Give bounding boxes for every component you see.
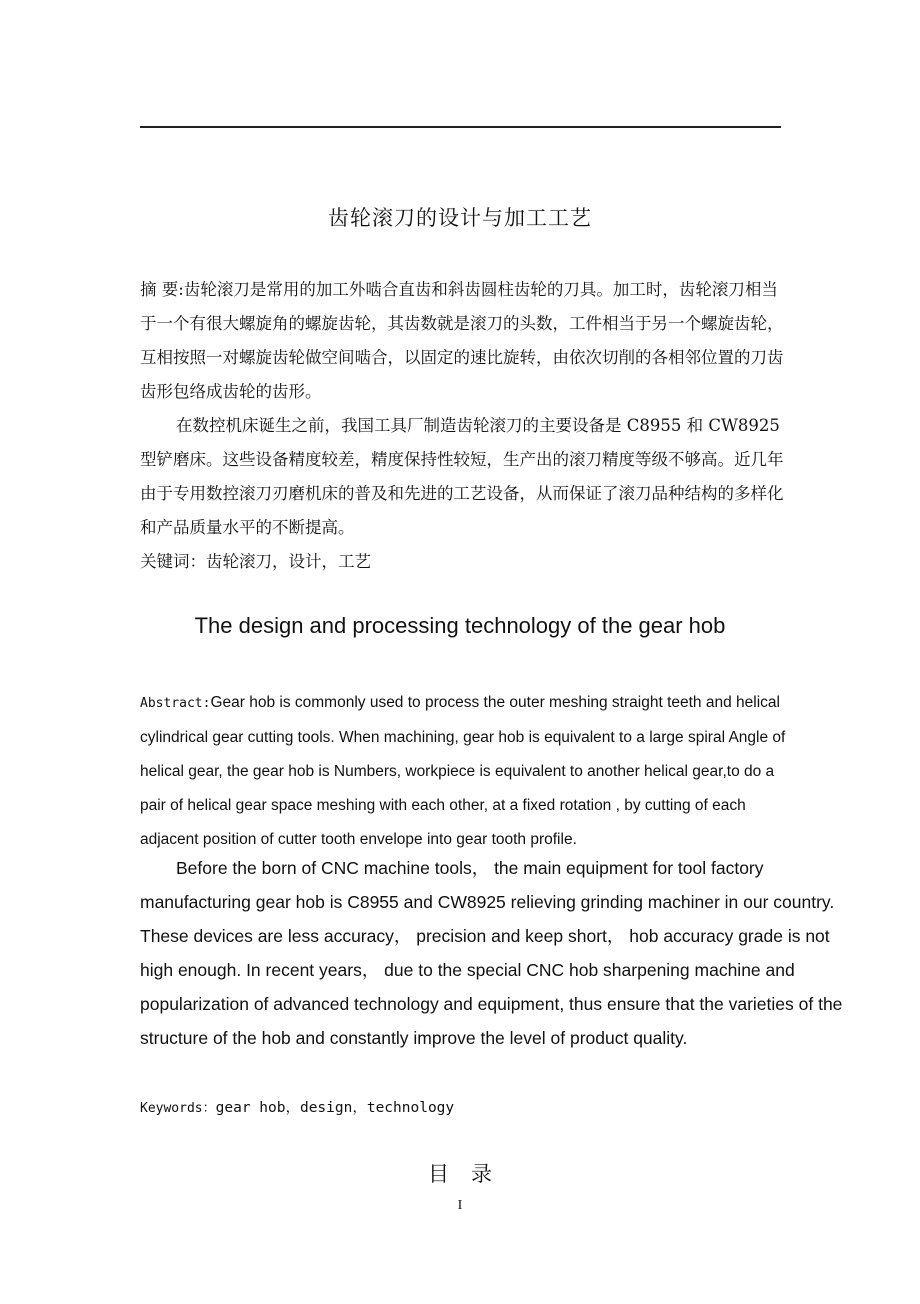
english-keywords-label: Keywords：: [140, 1101, 216, 1116]
chinese-keywords-text: 齿轮滚刀，设计，工艺: [206, 552, 371, 571]
header-rule: [140, 126, 781, 128]
page-number: I: [457, 1198, 463, 1213]
toc-heading: 目录: [428, 1162, 514, 1186]
chinese-abstract-section: [140, 273, 790, 579]
chinese-abstract-text: 齿轮滚刀是常用的加工外啮合直齿和斜齿圆柱齿轮的刀具。加工时，齿轮滚刀相当于一个有很大螺旋角的螺旋齿轮，其齿数就是滚刀的头数，工件相当于另一个螺旋齿轮，互相按照一对螺旋齿轮做空间啮合，以固定的速比旋转，由依次切削的各相邻位置的刀齿齿形包络成齿轮的齿形。: [140, 280, 784, 401]
chinese-abstract-label: 摘 要:: [140, 280, 184, 299]
english-abstract: [140, 686, 800, 857]
chinese-paragraph-2: 在数控机床诞生之前，我国工具厂制造齿轮滚刀的主要设备是 C8955 和 CW8925 型铲磨床。这些设备精度较差，精度保持性较短，生产出的滚刀精度等级不够高。近几年由于专用数控滚刀刃磨机床的普及和先进的工艺设备，从而保证了滚刀品种结构的多样化和产品质量水平的不断提高。: [140, 416, 784, 537]
chinese-keywords: [140, 545, 790, 579]
english-abstract-text: Gear hob is commonly used to process the outer meshing straight teeth and helical cylindrical gear cutting tools. When machining, gear hob is equivalent to a large spiral Angle of helical gear, the gear hob is Numbers, workpiece is equivalent to another helical gear,to do a pair of helical gear space meshing with each other, at a fixed rotation , by cutting of each adjacent position of cutter tooth envelope into gear tooth profile.: [140, 694, 786, 848]
chinese-keywords-label: 关键词：: [140, 552, 206, 571]
english-paragraph-2-block: [140, 851, 860, 1055]
english-paragraph-2: Before the born of CNC machine tools， the main equipment for tool factory manufacturing gear hob is C8955 and CW8925 relieving grinding machiner in our country. These devices are less accuracy， precision and keep short， hob accuracy grade is not high enough. In recent years， due to the special CNC hob sharpening machine and popularization of advanced technology and equipment, thus ensure that the varieties of the structure of the hob and constantly improve the level of product quality.: [140, 858, 843, 1048]
english-abstract-label: Abstract:: [140, 696, 211, 711]
english-title: The design and processing technology of the gear hob: [194, 613, 726, 638]
chinese-abstract: [140, 273, 790, 409]
chinese-title: 齿轮滚刀的设计与加工工艺: [328, 206, 592, 230]
english-keywords: [140, 1096, 454, 1117]
english-keywords-text: gear hob，design，technology: [215, 1100, 455, 1116]
